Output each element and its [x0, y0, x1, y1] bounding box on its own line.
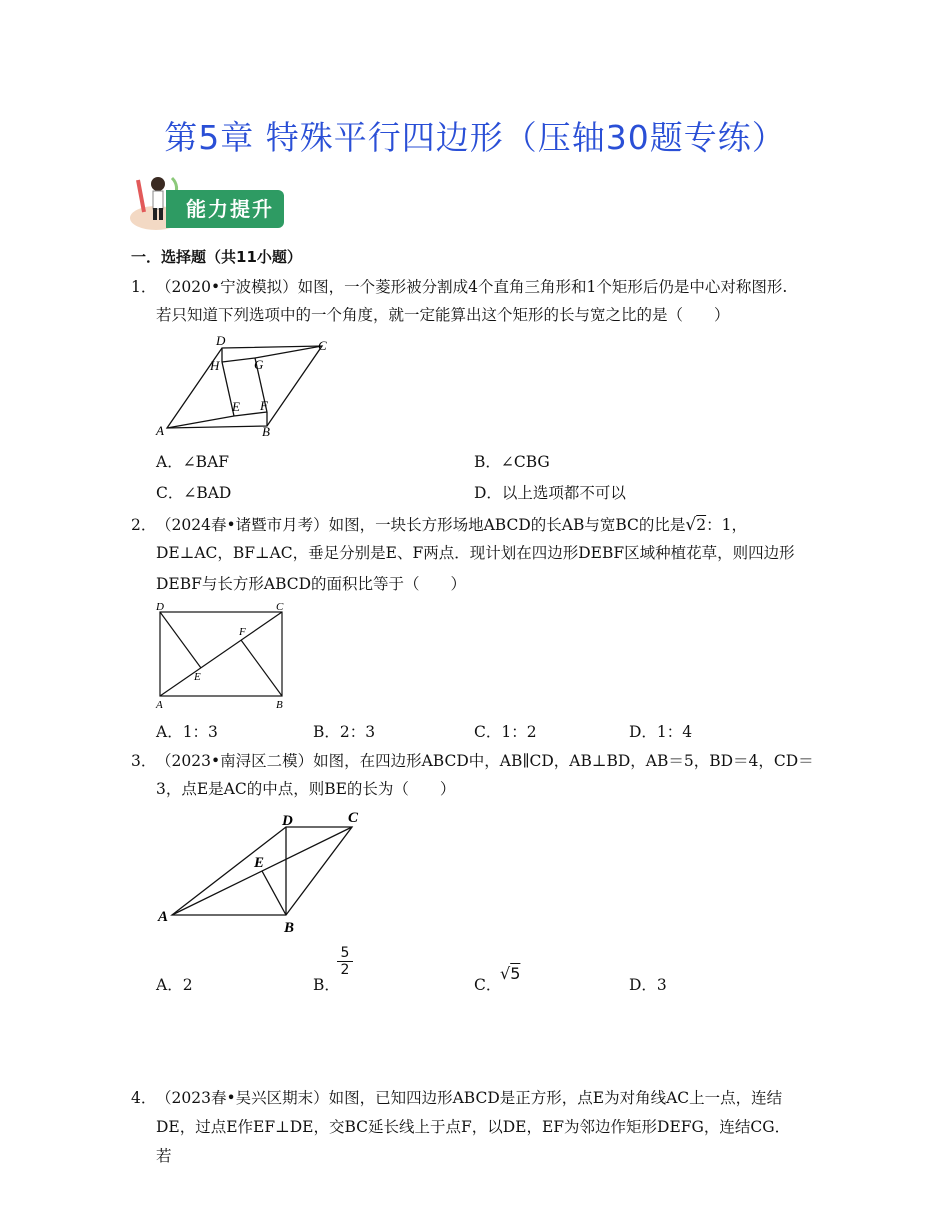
q4-line1: （2023春•吴兴区期末）如图，已知四边形ABCD是正方形，点E为对角线AC上一点，连结 — [156, 1089, 783, 1107]
q1-line2: 若只知道下列选项中的一个角度，就一定能算出这个矩形的长与宽之比的是（ ） — [156, 306, 730, 324]
q1-label-b: B — [262, 424, 270, 439]
q2-label-c: C — [276, 601, 284, 613]
q1-option-d[interactable]: D．以上选项都不可以 — [474, 484, 626, 502]
q3-line2: 3，点E是AC的中点，则BE的长为（ ） — [156, 780, 456, 798]
q1-label-f: F — [260, 398, 268, 413]
q4-line3: 若 — [156, 1147, 172, 1165]
q2-line2: DE⊥AC，BF⊥AC，垂足分别是E、F两点．现计划在四边形DEBF区域种植花草，则四边形 — [156, 544, 795, 562]
q2-label-d: D — [156, 601, 164, 613]
q2-option-c[interactable]: C．1：2 — [474, 723, 537, 741]
ability-badge — [128, 172, 288, 234]
q3-label-d: D — [282, 813, 293, 829]
q3-label-e: E — [254, 855, 265, 871]
q1-rhombus-figure — [150, 330, 340, 440]
q3-option-b-label: B． — [313, 976, 340, 994]
q4-line2: DE，过点E作EF⊥DE，交BC延长线上于点F，以DE，EF为邻边作矩形DEFG，连结CG． — [156, 1118, 791, 1136]
q1-label-a: A — [156, 423, 164, 438]
q1-label-d: D — [216, 333, 226, 348]
q2-label-e: E — [194, 671, 201, 683]
sqrt-icon: √ — [685, 515, 697, 535]
q3-label-a: A — [158, 909, 169, 925]
q3-sqrt-value: 5 — [510, 964, 521, 983]
q1-option-c[interactable]: C．∠BAD — [156, 484, 232, 502]
q1-number: 1． — [131, 278, 157, 296]
badge-label: 能力提升 — [166, 190, 284, 228]
q3-option-b[interactable] — [313, 973, 340, 995]
q2-line1-text: （2024春•诸暨市月考）如图，一块长方形场地ABCD的长AB与宽BC的比是 — [156, 516, 686, 534]
q3-option-c[interactable] — [474, 973, 501, 995]
q2-sqrt-value: 2 — [696, 516, 707, 534]
q3-label-b: B — [284, 920, 295, 936]
q1-option-a[interactable]: A．∠BAF — [156, 453, 230, 471]
q1-label-g: G — [254, 357, 264, 372]
q1-label-h: H — [210, 358, 220, 373]
q3-quadrilateral-figure — [150, 805, 370, 945]
q2-line1-tail: ：1， — [706, 516, 747, 534]
q3-line1: （2023•南浔区二模）如图，在四边形ABCD中，AB∥CD，AB⊥BD，AB＝5，BD＝4，CD＝ — [156, 752, 814, 770]
q1-option-b[interactable]: B．∠CBG — [474, 453, 550, 471]
q3-fraction-numerator: 5 — [337, 945, 353, 962]
q2-option-d[interactable]: D．1：4 — [629, 723, 693, 741]
q2-option-a[interactable]: A．1：3 — [156, 723, 218, 741]
q3-option-d[interactable]: D．3 — [629, 976, 667, 994]
q1-label-c: C — [318, 338, 327, 353]
q3-option-c-label: C． — [474, 976, 502, 994]
q3-option-c-root — [500, 964, 520, 983]
q1-line1: （2020•宁波模拟）如图，一个菱形被分割成4个直角三角形和1个矩形后仍是中心对称图形. — [156, 278, 788, 296]
q3-label-c: C — [348, 810, 359, 826]
q2-option-b[interactable]: B．2：3 — [313, 723, 376, 741]
q2-label-f: F — [239, 626, 246, 638]
sqrt-icon: √ — [500, 964, 511, 983]
q3-option-a[interactable]: A．2 — [156, 976, 193, 994]
q2-rectangle-figure — [150, 598, 300, 713]
q3-fraction — [337, 945, 353, 978]
q4-number: 4． — [131, 1089, 157, 1107]
q2-label-b: B — [276, 699, 283, 711]
q2-line3: DEBF与长方形ABCD的面积比等于（ ） — [156, 575, 467, 593]
q1-label-e: E — [232, 399, 240, 414]
q2-line1 — [156, 515, 747, 535]
q3-fraction-denominator: 2 — [340, 962, 350, 978]
q3-number: 3． — [131, 752, 157, 770]
q2-label-a: A — [156, 699, 163, 711]
page-title: 第5章 特殊平行四边形（压轴30题专练） — [164, 118, 786, 157]
q2-number: 2． — [131, 516, 157, 534]
section-heading: 一．选择题（共11小题） — [131, 248, 302, 266]
